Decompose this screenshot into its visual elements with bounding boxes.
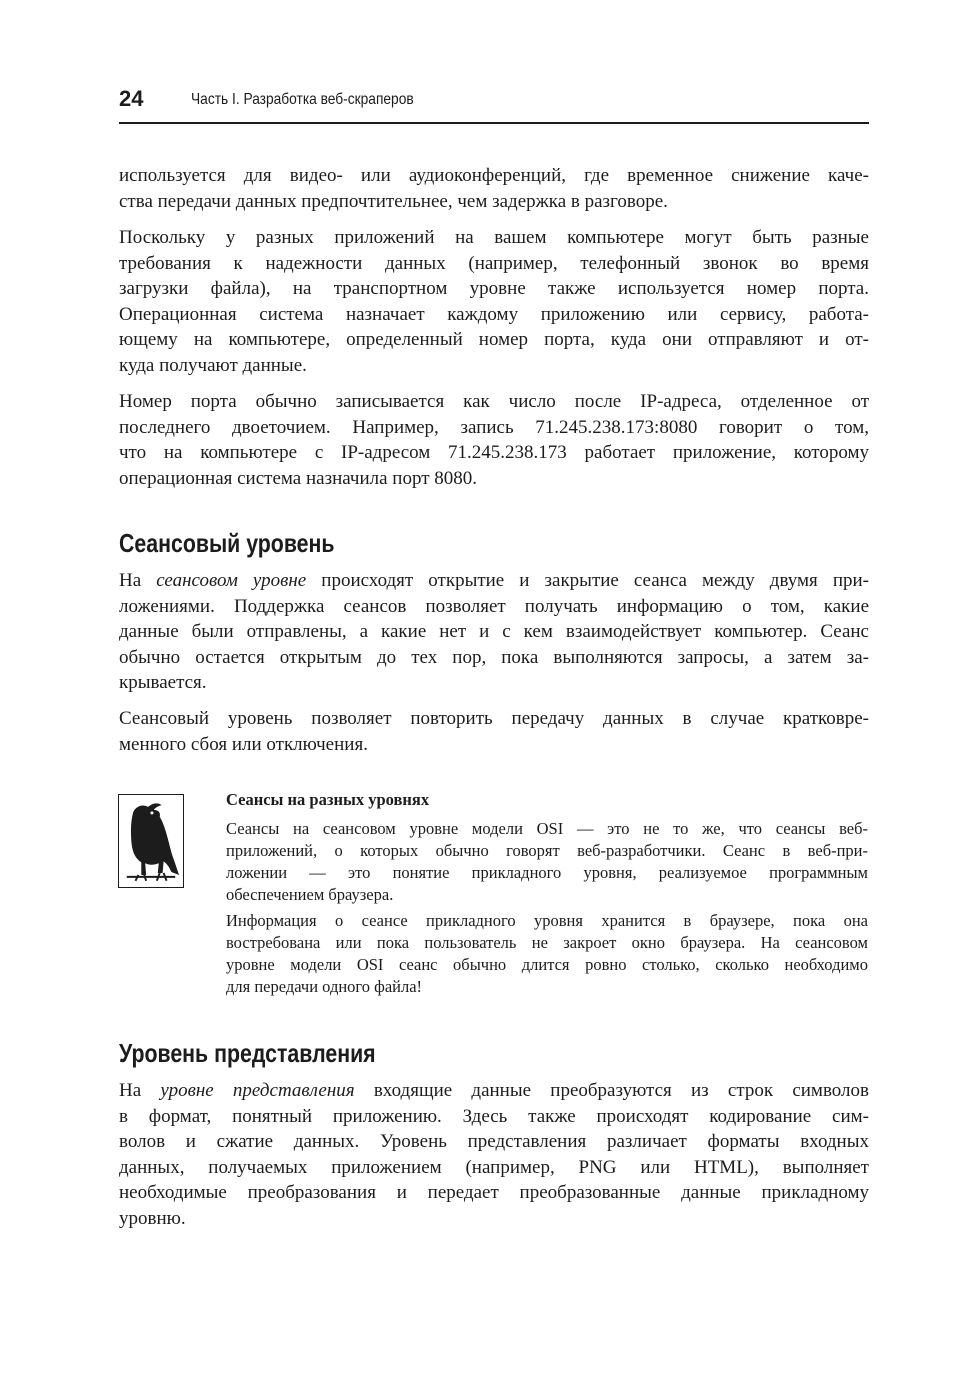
text-line: куда получают данные.	[119, 354, 307, 376]
text-line: для передачи одного файла!	[226, 977, 423, 996]
term-presentation-layer: уровне представления	[160, 1080, 355, 1101]
text-line: уровне модели OSI сеанс обычно длится ровно столько, сколько необходимо	[226, 955, 868, 974]
page-header	[119, 82, 869, 124]
text-line: необходимые преобразования и передает преобразованные данные прикладному	[119, 1182, 869, 1203]
running-title: Часть I. Разработка веб-скраперов	[191, 91, 414, 108]
text-line: требования к надежности данных (например, телефонный звонок во время	[119, 252, 869, 274]
paragraph-continuation	[119, 163, 869, 214]
text-line: в формат, понятный приложению. Здесь также происходят кодирование сим-	[119, 1105, 869, 1127]
text-line: ложениями. Поддержка сеансов позволяет получать информацию о том, какие	[119, 595, 869, 617]
text-line: менного сбоя или отключения.	[119, 733, 368, 755]
paragraph-port-numbers	[119, 225, 869, 378]
text-line: волов и сжатие данных. Уровень представления различает форматы входных	[119, 1131, 869, 1152]
text-line: операционная система назначила порт 8080.	[119, 467, 478, 489]
text-line: данные были отправлены, а какие нет и с кем взаимодействует компьютер. Сеанс	[119, 621, 869, 642]
text-run: На	[119, 1080, 161, 1101]
text-line: уровню.	[119, 1207, 186, 1229]
page-number: 24	[119, 86, 144, 111]
text-line: Сеансовый уровень позволяет повторить передачу данных в случае кратковре-	[119, 708, 869, 729]
text-line: приложений, о которых обычно говорят веб-разработчики. Сеанс в веб-при-	[226, 841, 868, 860]
paragraph-session-retry	[119, 706, 869, 757]
note-paragraph-1	[226, 818, 868, 906]
text-line: обеспечением браузера.	[226, 885, 394, 904]
text-run: происходят открытие и закрытие сеанса между двумя при-	[306, 570, 869, 591]
text-line: крывается.	[119, 672, 207, 693]
text-line: Номер порта обычно записывается как число после IP-адреса, отделенное от	[119, 391, 869, 412]
text-line: Информация о сеансе прикладного уровня хранится в браузере, пока она	[226, 911, 868, 930]
text-line: Операционная система назначает каждому приложению или сервису, работа-	[119, 303, 869, 325]
term-session-layer: сеансовом уровне	[156, 570, 307, 591]
text-line: используется для видео- или аудиоконференций, где временное снижение каче-	[119, 165, 869, 186]
note-paragraph-2	[226, 910, 868, 998]
text-line: Поскольку у разных приложений на вашем компьютере могут быть разные	[119, 227, 869, 248]
paragraph-port-notation	[119, 389, 869, 491]
section-heading-presentation-layer: Уровень представления	[119, 1038, 376, 1068]
paragraph-presentation-layer	[119, 1078, 869, 1231]
text-line: данных, получаемых приложением (например, PNG или HTML), выполняет	[119, 1156, 869, 1178]
section-heading-session-layer: Сеансовый уровень	[119, 528, 335, 558]
text-line: ющему на компьютере, определенный номер порта, куда они отправляют и от-	[119, 329, 869, 350]
text-line: что на компьютере с IP-адресом 71.245.238.173 работает приложение, которому	[119, 442, 869, 463]
text-line	[119, 1078, 869, 1104]
text-line: ства передачи данных предпочтительнее, чем задержка в разговоре.	[119, 190, 668, 212]
text-line	[119, 568, 869, 594]
text-line: загрузки файла), на транспортном уровне также используется номер порта.	[119, 278, 869, 299]
text-run: На	[119, 570, 157, 591]
text-line: востребована или пока пользователь не закроет окно браузера. На сеансовом	[226, 933, 868, 952]
text-line: последнего двоеточием. Например, запись 71.245.238.173:8080 говорит о том,	[119, 416, 869, 438]
text-line: Сеансы на сеансовом уровне модели OSI — это не то же, что сеансы веб-	[226, 819, 868, 838]
paragraph-session-layer	[119, 568, 869, 696]
note-title: Сеансы на разных уровнях	[226, 790, 430, 809]
text-line: ложении — это понятие прикладного уровня, реализуемое программным	[226, 863, 868, 882]
text-line: обычно остается открытым до тех пор, пока выполняются запросы, а затем за-	[119, 646, 869, 668]
text-run: входящие данные преобразуются из строк символов	[354, 1080, 869, 1101]
crow-icon	[118, 794, 184, 888]
